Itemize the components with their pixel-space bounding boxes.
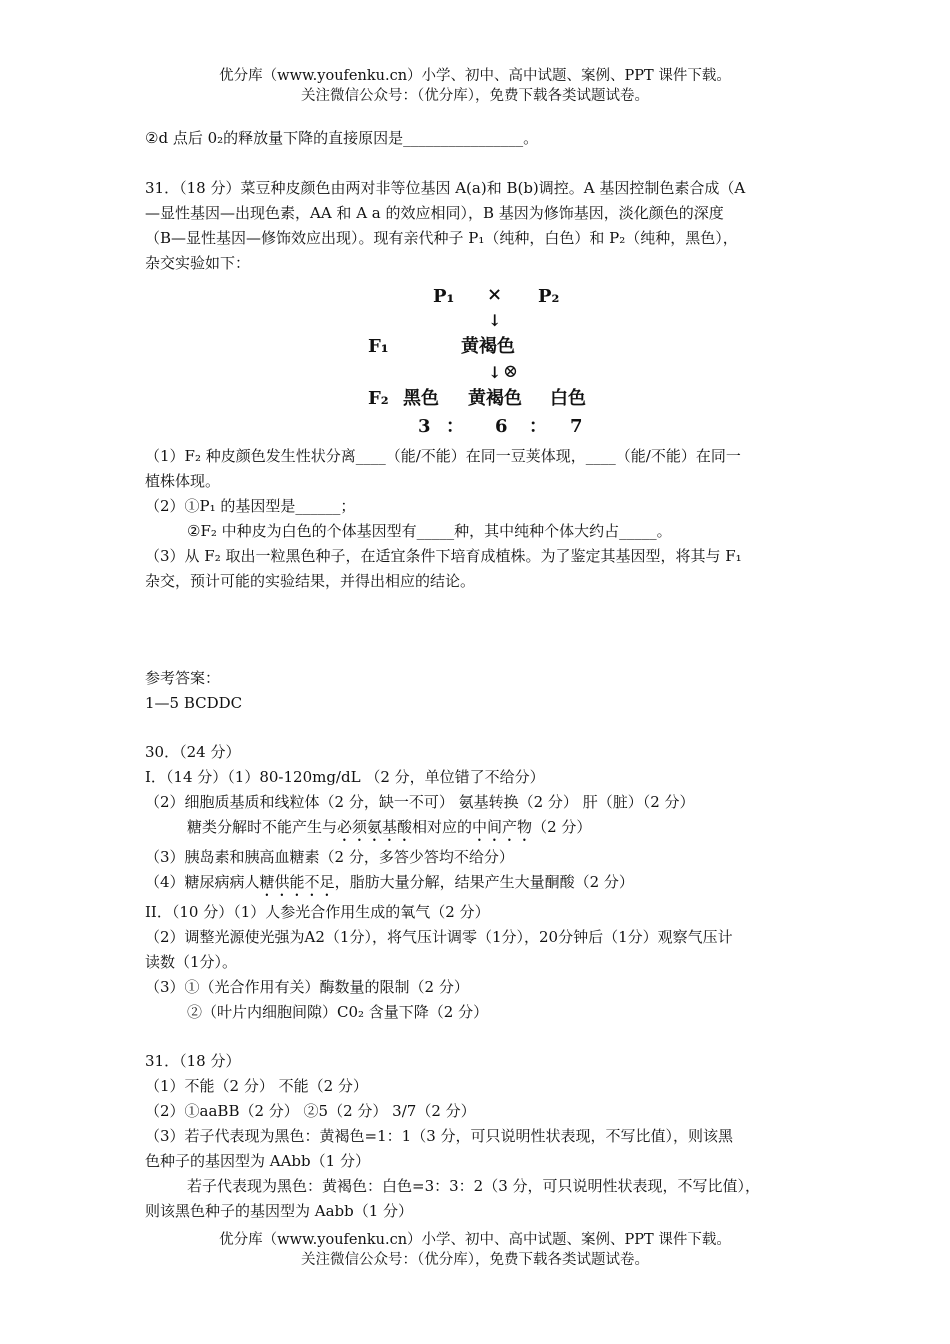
q31-sub3-b: 杂交，预计可能的实验结果，并得出相应的结论。 xyxy=(145,572,476,590)
a30-line-7b: 读数（1分）。 xyxy=(145,953,238,971)
footer-line-2: 关注微信公众号：（优分库），免费下载各类试题试卷。 xyxy=(301,1252,649,1268)
q30-tail: ②d 点后 0₂的释放量下降的直接原因是________________。 xyxy=(145,129,539,147)
emphasis-text: 糖供能不足 xyxy=(259,873,335,891)
a31-line-4b: 则该黑色种子的基因型为 Aabb（1 分） xyxy=(145,1202,414,1220)
ratio-colon: ： xyxy=(446,416,464,437)
a31-line-3a: （3）若子代表现为黑色：黄褐色=1：1（3 分，可只说明性状表现，不写比值），则该黑 xyxy=(145,1127,734,1145)
q31-intro-1: 31．（18 分）菜豆种皮颜色由两对非等位基因 A(a)和 B(b)调控。A 基因控制色素合成（A xyxy=(145,179,746,197)
q31-intro-4: 杂交实验如下： xyxy=(145,254,251,272)
q31-sub3-a: （3）从 F₂ 取出一粒黑色种子，在适宜条件下培育成植株。为了鉴定其基因型，将其与 F₁ xyxy=(145,547,742,565)
q31-sub2-a: （2）①P₁ 的基因型是______； xyxy=(145,497,356,515)
footer-line-1: 优分库（www.youfenku.cn）小学、初中、高中试题、案例、PPT 课件下载。 xyxy=(219,1232,731,1248)
a31-line-4a: 若子代表现为黑色：黄褐色：白色=3：3：2（3 分，可只说明性状表现，不写比值）， xyxy=(187,1177,761,1195)
a30-line-5-part: ，脂肪大量分解，结果产生大量酮酸（2 分） xyxy=(334,873,634,891)
answers-mc: 1—5 BCDDC xyxy=(145,694,243,712)
a31-line-2: （2）①aaBB（2 分） ②5（2 分） 3/7（2 分） xyxy=(145,1102,476,1120)
cross-diagram xyxy=(145,280,813,440)
f2-white: 白色 xyxy=(550,388,586,409)
arrow-down-icon: ↓ xyxy=(488,363,502,382)
ratio-yellow-brown: 6 xyxy=(495,416,508,437)
f1-value: 黄褐色 xyxy=(461,336,515,357)
f1-label: F₁ xyxy=(368,336,389,357)
emphasis-text: 中间产物 xyxy=(472,818,533,836)
arrow-down-icon: ↓ xyxy=(488,311,502,330)
q31-sub1-b: 植株体现。 xyxy=(145,472,221,490)
q31-intro-3: （B—显性基因—修饰效应出现）。现有亲代种子 P₁（纯种，白色）和 P₂（纯种，黑色）， xyxy=(145,229,738,247)
a30-line-9: ②（叶片内细胞间隙）C0₂ 含量下降（2 分） xyxy=(187,1003,489,1021)
ratio-black: 3 xyxy=(418,416,431,437)
answers-title: 参考答案： xyxy=(145,669,221,687)
a30-line-3-part: （2 分） xyxy=(532,818,592,836)
emphasis-text: 必须氨基酸 xyxy=(337,818,413,836)
a30-line-5 xyxy=(145,870,813,900)
document-body xyxy=(145,126,813,1224)
page-footer xyxy=(0,1230,950,1270)
ratio-colon: ： xyxy=(529,416,547,437)
f2-black: 黑色 xyxy=(403,388,439,409)
f2-yellow-brown: 黄褐色 xyxy=(468,388,522,409)
self-cross-icon: ⊗ xyxy=(503,361,519,382)
a31-line-3b: 色种子的基因型为 AAbb（1 分） xyxy=(145,1152,370,1170)
a31-line-1: （1）不能（2 分） 不能（2 分） xyxy=(145,1077,368,1095)
ratio-white: 7 xyxy=(570,416,583,437)
a30-line-7a: （2）调整光源使光强为A2（1分），将气压计调零（1分），20分钟后（1分）观察气压计 xyxy=(145,928,733,946)
q31-sub1-a: （1）F₂ 种皮颜色发生性状分离____（能/不能）在同一豆荚体现，____（能/不能）在同一 xyxy=(145,447,741,465)
a31-heading: 31．（18 分） xyxy=(145,1052,241,1070)
a30-line-4: （3）胰岛素和胰高血糖素（2 分，多答少答均不给分） xyxy=(145,848,514,866)
cross-symbol: × xyxy=(487,284,503,305)
a30-line-5-part: （4）糖尿病病人 xyxy=(145,873,260,891)
a30-line-6: II．（10 分）（1）人参光合作用生成的氧气（2 分） xyxy=(145,903,490,921)
f2-label: F₂ xyxy=(368,388,389,409)
q31-intro-2: —显性基因—出现色素，AA 和 A a 的效应相同），B 基因为修饰基因，淡化颜色的深度 xyxy=(145,204,724,222)
a30-line-1: I．（14 分）（1）80-120mg/dL （2 分，单位错了不给分） xyxy=(145,768,545,786)
a30-line-3-part: 糖类分解时不能产生与 xyxy=(187,818,338,836)
a30-line-3-part: 相对应的 xyxy=(412,818,473,836)
p2-label: P₂ xyxy=(538,286,560,307)
a30-heading: 30．（24 分） xyxy=(145,743,241,761)
page-header xyxy=(0,66,950,106)
p1-label: P₁ xyxy=(433,286,455,307)
a30-line-8: （3）①（光合作用有关）酶数量的限制（2 分） xyxy=(145,978,469,996)
a30-line-3 xyxy=(145,815,813,845)
a30-line-2: （2）细胞质基质和线粒体（2 分，缺一不可） 氨基转换（2 分） 肝（脏）（2 分） xyxy=(145,793,695,811)
q31-sub2-b: ②F₂ 中种皮为白色的个体基因型有_____种，其中纯种个体大约占_____。 xyxy=(187,522,672,540)
header-line-2: 关注微信公众号：（优分库），免费下载各类试题试卷。 xyxy=(301,88,649,104)
header-line-1: 优分库（www.youfenku.cn）小学、初中、高中试题、案例、PPT 课件下载。 xyxy=(219,68,731,84)
